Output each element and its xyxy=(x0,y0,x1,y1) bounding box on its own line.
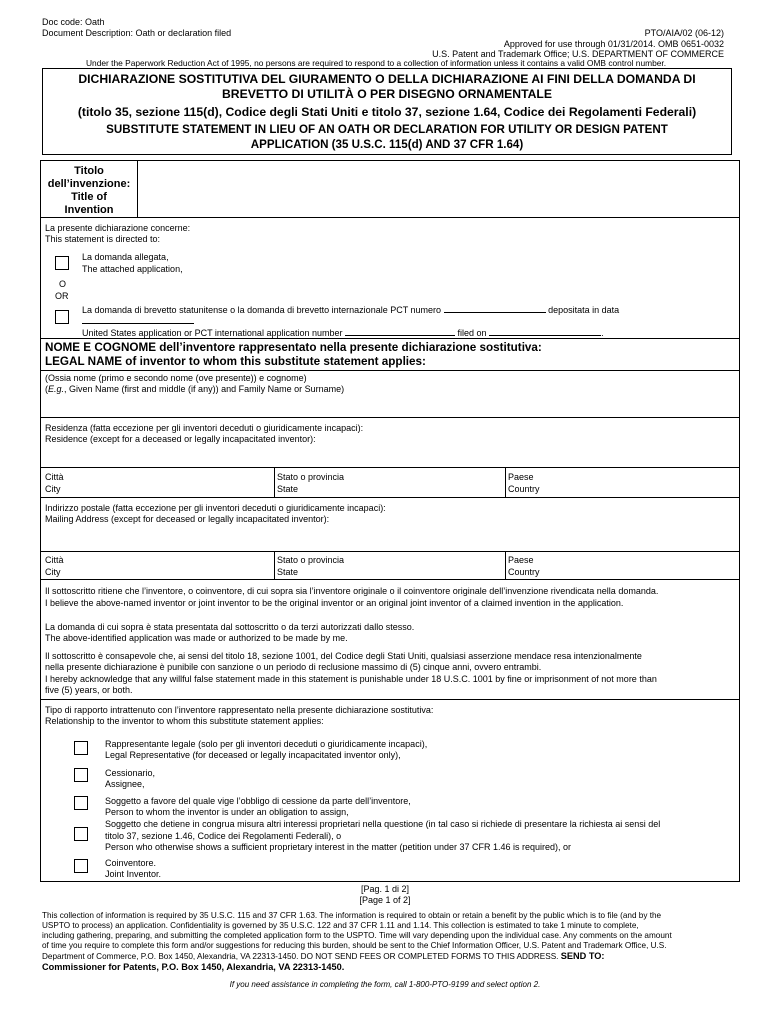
mailing-label-it: Indirizzo postale (fatta eccezione per gli inventori deceduti o giuridicamente incapaci): xyxy=(45,503,386,513)
footer-line-5: Department of Commerce, P.O. Box 1450, Alexandria, VA 22313-1450. DO NOT SEND FEES OR COMPLETED FORMS TO THIS ADDRESS. SEND TO: xyxy=(42,951,605,961)
relationship-label-en: Relationship to the inventor to whom this substitute statement applies: xyxy=(45,716,324,726)
or-en: OR xyxy=(55,291,69,301)
mailing-city-en: City xyxy=(45,567,61,577)
joint-inventor-checkbox[interactable] xyxy=(74,859,88,873)
relationship-opt3-en: Person to whom the inventor is under an obligation to assign, xyxy=(105,807,349,817)
option-attached-en: The attached application, xyxy=(82,264,183,274)
relationship-opt5-en: Joint Inventor. xyxy=(105,869,162,879)
title-line-1: DICHIARAZIONE SOSTITUTIVA DEL GIURAMENTO O DELLA DICHIARAZIONE AI FINI DELLA DOMANDA DI xyxy=(78,72,696,86)
directed-label-it: La presente dichiarazione concerne: xyxy=(45,223,191,233)
or-it: O xyxy=(59,279,67,289)
oath-form xyxy=(40,160,740,882)
relationship-opt4-it-2: titolo 37, sezione 1.46, Codice dei Regolamenti Federali), o xyxy=(105,831,342,841)
footer-line-1: This collection of information is required by 35 U.S.C. 115 and 37 CFR 1.63. The information is required to obtain or retain a benefit by the public which is to file (and by the xyxy=(42,911,662,920)
title-line-5: APPLICATION (35 U.S.C. 115(d) AND 37 CFR 1.64) xyxy=(250,138,524,151)
mailing-label-en: Mailing Address (except for deceased or legally incapacitated inventor): xyxy=(45,514,330,524)
relationship-opt1-it: Rappresentante legale (solo per gli inventori deceduti o giuridicamente incapaci), xyxy=(105,739,428,749)
relationship-opt3-it: Soggetto a favore del quale vige l’obbligo di cessione da parte dell’inventore, xyxy=(105,796,411,806)
approval-line: Approved for use through 01/31/2014. OMB 0651-0032 xyxy=(503,39,724,49)
title-line-4: SUBSTITUTE STATEMENT IN LIEU OF AN OATH OR DECLARATION FOR UTILITY OR DESIGN PATENT xyxy=(106,123,668,136)
directed-label-en: This statement is directed to: xyxy=(45,234,161,244)
footer-line-3: including gathering, preparing, and submitting the completed application form to the USPTO. Time will vary depending upon the individual case. Any comments on the amount xyxy=(42,931,672,940)
mailing-state-en: State xyxy=(277,567,299,577)
doc-description: Document Description: Oath or declaration filed xyxy=(42,28,232,38)
footer-line-6: Commissioner for Patents, P.O. Box 1450, Alexandria, VA 22313-1450. xyxy=(42,962,345,972)
ack-statement-en-2: five (5) years, or both. xyxy=(45,685,133,695)
relationship-opt2-it: Cessionario, xyxy=(105,768,156,778)
filing-date-field-en[interactable] xyxy=(489,327,601,336)
ack-statement-it-2: nella presente dichiarazione è punibile con sanzione o un periodo di reclusione massimo di (5) cinque anni, ovvero entrambi. xyxy=(45,662,542,672)
invention-label: Titolo dell’invenzione: Title of Invention xyxy=(47,165,131,216)
assignee-checkbox[interactable] xyxy=(74,768,88,782)
option-prior-en: United States application or PCT international application number filed on . xyxy=(82,328,604,338)
page-number-it: [Pag. 1 di 2] xyxy=(360,884,410,894)
inventor-name-field[interactable] xyxy=(45,397,735,415)
relationship-opt5-it: Coinventore. xyxy=(105,858,157,868)
inventor-heading-it: NOME E COGNOME dell’inventore rappresentato nella presente dichiarazione sostitutiva: xyxy=(45,341,542,354)
residence-label-it: Residenza (fatta eccezione per gli inventori deceduti o giuridicamente incapaci): xyxy=(45,423,364,433)
option-attached-it: La domanda allegata, xyxy=(82,252,169,262)
office-line: U.S. Patent and Trademark Office; U.S. DEPARTMENT OF COMMERCE xyxy=(432,49,724,59)
mailing-address-field[interactable] xyxy=(45,526,735,550)
prior-application-checkbox[interactable] xyxy=(55,310,69,324)
authorized-statement-en: The above-identified application was made or authorized to be made by me. xyxy=(45,633,348,643)
send-to-label: SEND TO: xyxy=(560,951,605,961)
filing-date-field-it[interactable] xyxy=(82,323,194,324)
mailing-country-field[interactable] xyxy=(506,551,738,578)
mailing-country-it: Paese xyxy=(508,555,534,565)
relationship-label-it: Tipo di rapporto intrattenuto con l’inventore rappresentato nella presente dichiarazione sostitutiva: xyxy=(45,705,434,715)
belief-statement-en: I believe the above-named inventor or joint inventor to be the original inventor or an original joint inventor of a claimed invention in the application. xyxy=(45,598,624,608)
residence-state-it: Stato o provincia xyxy=(277,472,345,482)
ack-statement-en-1: I hereby acknowledge that any willful false statement made in this statement is punishable under 18 U.S.C. 1001 by fine or imprisonment of not more than xyxy=(45,674,657,684)
relationship-opt4-en: Person who otherwise shows a sufficient proprietary interest in the matter (petition under 37 CFR 1.46 is required), or xyxy=(105,842,572,852)
residence-city-it: Città xyxy=(45,472,64,482)
ack-statement-it-1: Il sottoscritto è consapevole che, ai sensi del titolo 18, sezione 1001, del Codice degli Stati Uniti, qualsiasi asserzione mendace resa intenzionalmente xyxy=(45,651,642,661)
residence-state-en: State xyxy=(277,484,299,494)
mailing-city-field[interactable] xyxy=(42,551,273,578)
inventor-heading-en: LEGAL NAME of inventor to whom this substitute statement applies: xyxy=(45,355,426,368)
relationship-opt2-en: Assignee, xyxy=(105,779,145,789)
assistance-note: If you need assistance in completing the form, call 1-800-PTO-9199 and select option 2. xyxy=(229,980,541,989)
attached-application-checkbox[interactable] xyxy=(55,256,69,270)
residence-country-field[interactable] xyxy=(506,467,738,496)
option-prior-it: La domanda di brevetto statunitense o la domanda di brevetto internazionale PCT numero depositata in data xyxy=(82,305,620,315)
mailing-country-en: Country xyxy=(508,567,540,577)
relationship-opt1-en: Legal Representative (for deceased or legally incapacitated inventor only), xyxy=(105,750,401,760)
title-line-3: (titolo 35, sezione 115(d), Codice degli Stati Uniti e titolo 37, sezione 1.64, Codice dei Regolamenti Federali) xyxy=(77,105,697,119)
name-hint-it: (Ossia nome (primo e secondo nome (ove presente)) e cognome) xyxy=(45,373,307,383)
residence-country-en: Country xyxy=(508,484,540,494)
proprietary-interest-checkbox[interactable] xyxy=(74,827,88,841)
relationship-opt4-it-1: Soggetto che detiene in congrua misura altri interessi proprietari nella questione (in tal caso si richiede di presentare la richiesta ai sensi del xyxy=(105,819,661,829)
residence-city-field[interactable] xyxy=(42,467,273,496)
residence-state-field[interactable] xyxy=(275,467,504,496)
doc-code: Doc code: Oath xyxy=(42,17,105,27)
mailing-city-it: Città xyxy=(45,555,64,565)
residence-city-en: City xyxy=(45,484,61,494)
application-number-field-it[interactable] xyxy=(444,304,546,313)
authorized-statement-it: La domanda di cui sopra è stata presentata dal sottoscritto o da terzi autorizzati dallo stesso. xyxy=(45,622,415,632)
application-number-field-en[interactable] xyxy=(345,327,455,336)
mailing-state-field[interactable] xyxy=(275,551,504,578)
obligation-to-assign-checkbox[interactable] xyxy=(74,796,88,810)
form-title-box xyxy=(42,68,732,155)
title-line-2: BREVETTO DI UTILITÀ O PER DISEGNO ORNAMENTALE xyxy=(222,87,552,101)
paperwork-notice: Under the Paperwork Reduction Act of 1995, no persons are required to respond to a collection of information unless it contains a valid OMB control number. xyxy=(86,58,667,68)
page-number-en: [Page 1 of 2] xyxy=(359,895,411,905)
footer-line-2: USPTO to process) an application. Confidentiality is governed by 35 U.S.C. 122 and 37 CFR 1.11 and 1.14. This collection is estimated to take 1 minute to complete, xyxy=(42,921,639,930)
legal-representative-checkbox[interactable] xyxy=(74,741,88,755)
belief-statement-it: Il sottoscritto ritiene che l’inventore, o coinventore, di cui sopra sia l’inventore originale o il coinventore originale dell’invenzione rivendicata nella domanda. xyxy=(45,586,659,596)
mailing-state-it: Stato o provincia xyxy=(277,555,345,565)
residence-label-en: Residence (except for a deceased or legally incapacitated inventor): xyxy=(45,434,316,444)
form-number: PTO/AIA/02 (06-12) xyxy=(644,28,724,38)
name-hint-en: (E.g., Given Name (first and middle (if any)) and Family Name or Surname) xyxy=(45,384,345,394)
invention-title-field[interactable] xyxy=(141,164,735,214)
footer-line-4: of time you require to complete this form and/or suggestions for reducing this burden, should be sent to the Chief Information Officer, U.S. Patent and Trademark Office, U.S. xyxy=(42,941,667,950)
residence-country-it: Paese xyxy=(508,472,534,482)
